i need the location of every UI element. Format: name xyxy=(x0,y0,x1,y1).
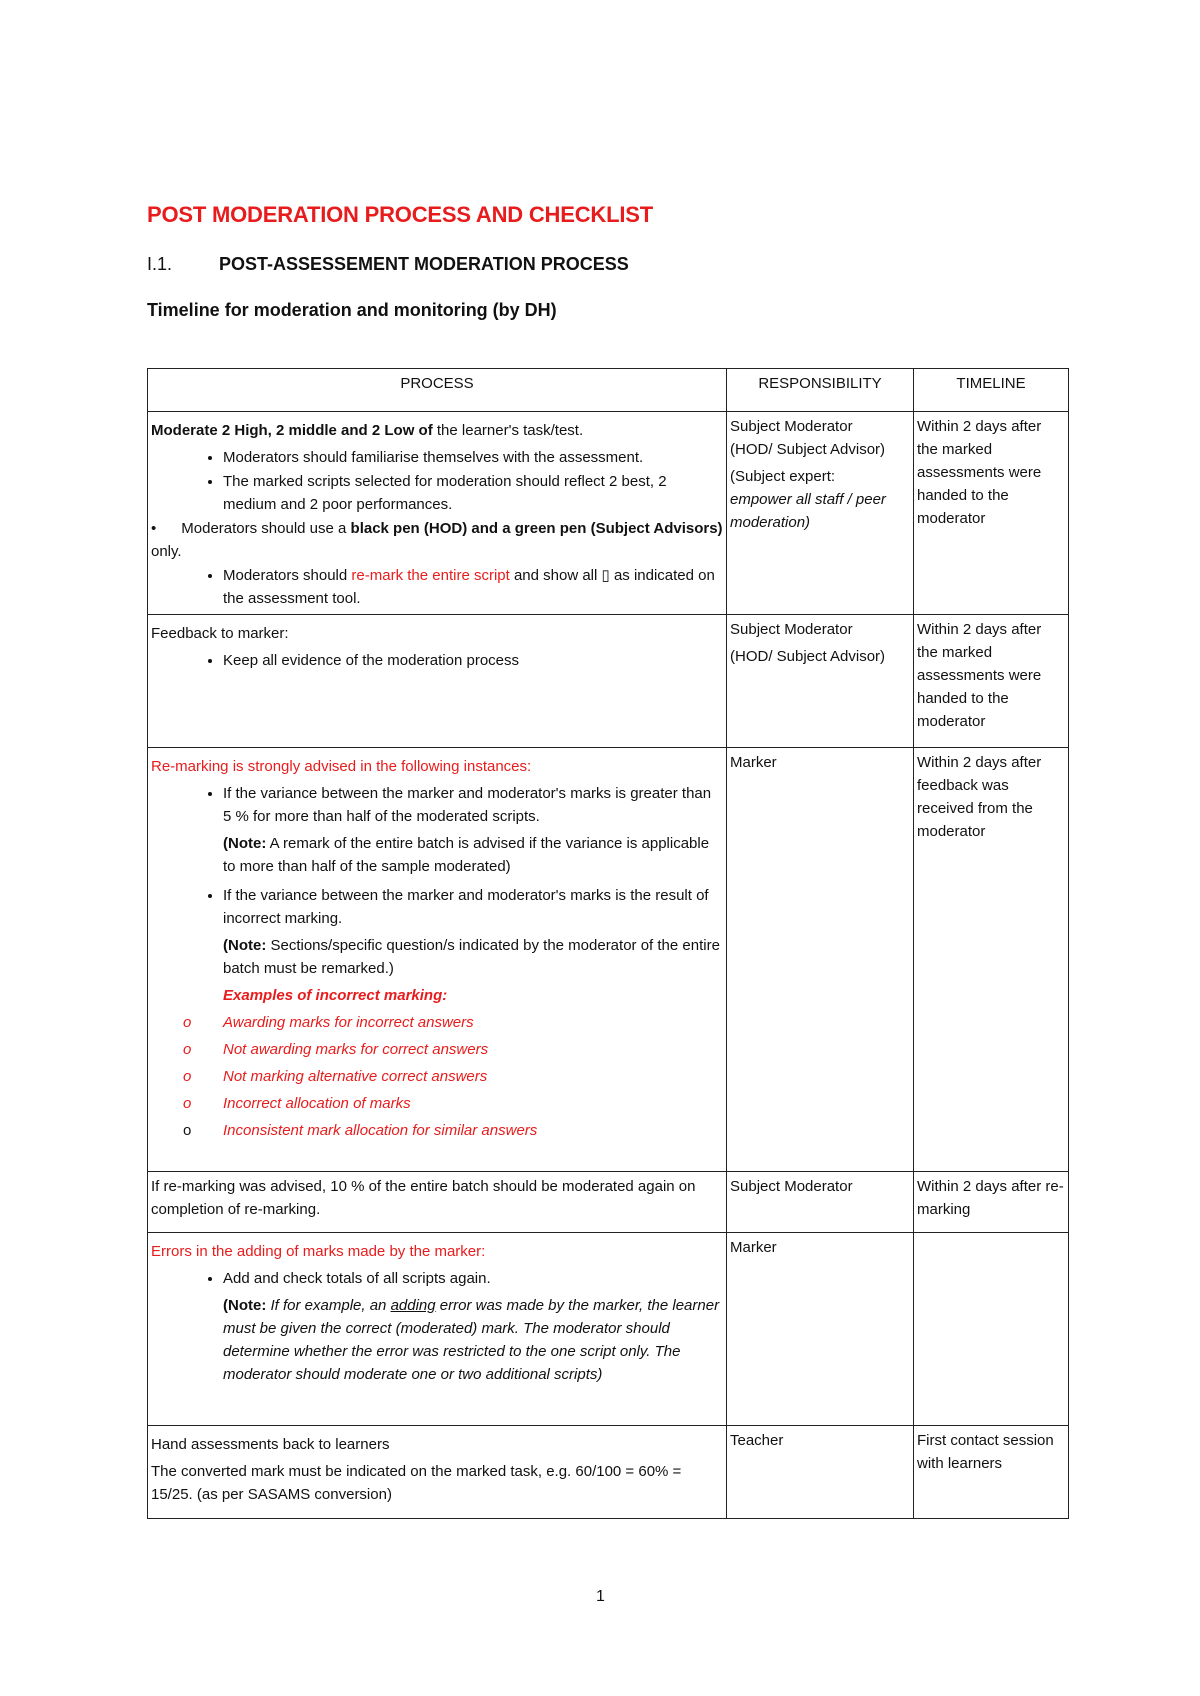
header-process: PROCESS xyxy=(148,369,727,412)
examples-list xyxy=(151,1011,723,1142)
responsibility-cell: Teacher xyxy=(727,1426,914,1519)
timeline-cell: Within 2 days after the marked assessments were handed to the moderator xyxy=(914,412,1069,615)
text: Not marking alternative correct answers xyxy=(223,1068,488,1085)
responsibility-cell: Marker xyxy=(727,1233,914,1426)
note-label: (Note: xyxy=(223,835,267,852)
timeline-cell: Within 2 days after the marked assessments were handed to the moderator xyxy=(914,615,1069,748)
timeline-cell: First contact session with learners xyxy=(914,1426,1069,1519)
process-cell: If re-marking was advised, 10 % of the entire batch should be moderated again on completion of re-marking. xyxy=(148,1172,727,1233)
section-heading xyxy=(147,254,629,275)
table-header-row xyxy=(148,369,1069,412)
text: (Subject expert: xyxy=(730,468,836,485)
responsibility-cell xyxy=(727,412,914,615)
list-item: • Keep all evidence of the moderation process xyxy=(223,649,723,672)
text: Inconsistent mark allocation for similar answers xyxy=(223,1122,538,1139)
text: Moderators should use a xyxy=(181,520,351,537)
text: Moderators should xyxy=(223,567,352,584)
text: of marks made by the marker: xyxy=(281,1243,486,1260)
text: Awarding marks for incorrect answers xyxy=(223,1014,474,1031)
header-responsibility: RESPONSIBILITY xyxy=(727,369,914,412)
process-cell xyxy=(148,412,727,615)
text: only. xyxy=(151,543,182,560)
text: The converted mark must be indicated on the marked task, e.g. 60/100 = 60% = 15/25. (as per SASAMS conversion) xyxy=(151,1463,682,1503)
timeline-cell xyxy=(914,1233,1069,1426)
table-row xyxy=(148,748,1069,1172)
bullet-marker: o xyxy=(183,1122,192,1139)
examples-heading: Examples of incorrect marking: xyxy=(223,987,448,1004)
moderation-table xyxy=(147,368,1069,1519)
text: Subject Moderator xyxy=(730,621,853,638)
document-title: POST MODERATION PROCESS AND CHECKLIST xyxy=(147,202,653,227)
note-text: error was made by the marker, the learner must be given the correct (moderated) mark. The moderator should determine whether the error was restricted to the one script only. The moderator should moderate one or two additional scripts) xyxy=(223,1297,720,1383)
timeline-cell: Within 2 days after feedback was received from the moderator xyxy=(914,748,1069,1172)
list-item xyxy=(183,1011,723,1034)
text: (HOD/ Subject Advisor) xyxy=(730,648,886,665)
text: Subject Moderator xyxy=(730,418,853,435)
table-row xyxy=(148,615,1069,748)
list-item xyxy=(223,884,723,980)
text: If the variance between the marker and moderator's marks is greater than 5 % for more than half of the moderated scripts. xyxy=(223,785,712,825)
table-row xyxy=(148,1426,1069,1519)
process-cell xyxy=(148,748,727,1172)
note-text: Sections/specific question/s indicated by the moderator of the entire batch must be remarked.) xyxy=(223,937,720,977)
list-item: • The marked scripts selected for moderation should reflect 2 best, 2 medium and 2 poor performances. xyxy=(223,470,723,516)
bullet-marker: o xyxy=(183,1095,192,1112)
text: Not awarding marks for correct answers xyxy=(223,1041,489,1058)
list-item: • Moderators should familiarise themselves with the assessment. xyxy=(223,446,723,469)
list-item xyxy=(223,782,723,878)
text: (HOD/ Subject Advisor) xyxy=(730,441,886,458)
list-item: • Moderators should use a black pen (HOD) and a green pen (Subject Advisors) only. xyxy=(151,520,723,560)
responsibility-cell xyxy=(727,615,914,748)
list-item xyxy=(183,1065,723,1088)
text: Errors in the adding xyxy=(151,1243,282,1260)
note-label: (Note: xyxy=(223,937,267,954)
note-text: If for example, an xyxy=(266,1297,391,1314)
text: is strongly advised in the following instances: xyxy=(228,758,532,775)
list-item xyxy=(183,1119,723,1142)
text: Re-marking xyxy=(151,758,229,775)
bullet-marker: o xyxy=(183,1014,192,1031)
bullet-marker: o xyxy=(183,1068,192,1085)
highlight-text: re-mark the entire script xyxy=(351,567,510,584)
list-item xyxy=(183,1038,723,1061)
list-item xyxy=(183,1092,723,1115)
text: Feedback xyxy=(151,625,217,642)
subheading: Timeline for moderation and monitoring (by DH) xyxy=(147,300,557,320)
table-row xyxy=(148,412,1069,615)
note-label: (Note: xyxy=(223,1297,267,1314)
text: the learner's task/test. xyxy=(432,422,584,439)
text: Hand assessments back to learners xyxy=(151,1436,390,1453)
process-cell xyxy=(148,1426,727,1519)
bullet-marker: o xyxy=(183,1041,192,1058)
table-row xyxy=(148,1172,1069,1233)
text: If the variance between the marker and moderator's marks is the result of incorrect marking. xyxy=(223,887,709,927)
section-number: I.1. xyxy=(147,254,173,274)
page-number: 1 xyxy=(596,1588,605,1605)
text: and show all ▯ as indicated on the assessment tool. xyxy=(223,567,715,607)
section-title: POST-ASSESSEMENT MODERATION PROCESS xyxy=(219,254,629,274)
note-text: A remark of the entire batch is advised if the variance is applicable to more than half of the sample moderated) xyxy=(223,835,710,875)
process-cell xyxy=(148,1233,727,1426)
bold-text: black pen (HOD) and a green pen (Subject Advisors) xyxy=(350,520,723,537)
text: Incorrect allocation of marks xyxy=(223,1095,411,1112)
header-timeline: TIMELINE xyxy=(914,369,1069,412)
text: empower all staff / peer moderation) xyxy=(730,491,886,531)
timeline-cell: Within 2 days after re-marking xyxy=(914,1172,1069,1233)
list-item xyxy=(223,564,723,610)
responsibility-cell: Subject Moderator xyxy=(727,1172,914,1233)
text: to marker: xyxy=(216,625,289,642)
process-cell xyxy=(148,615,727,748)
table-row xyxy=(148,1233,1069,1426)
bold-text: Moderate 2 High, 2 middle and 2 Low of xyxy=(151,422,433,439)
list-item xyxy=(223,1267,723,1386)
text: Add and check totals of all scripts again. xyxy=(223,1270,491,1287)
note-text: adding xyxy=(390,1297,436,1314)
responsibility-cell: Marker xyxy=(727,748,914,1172)
